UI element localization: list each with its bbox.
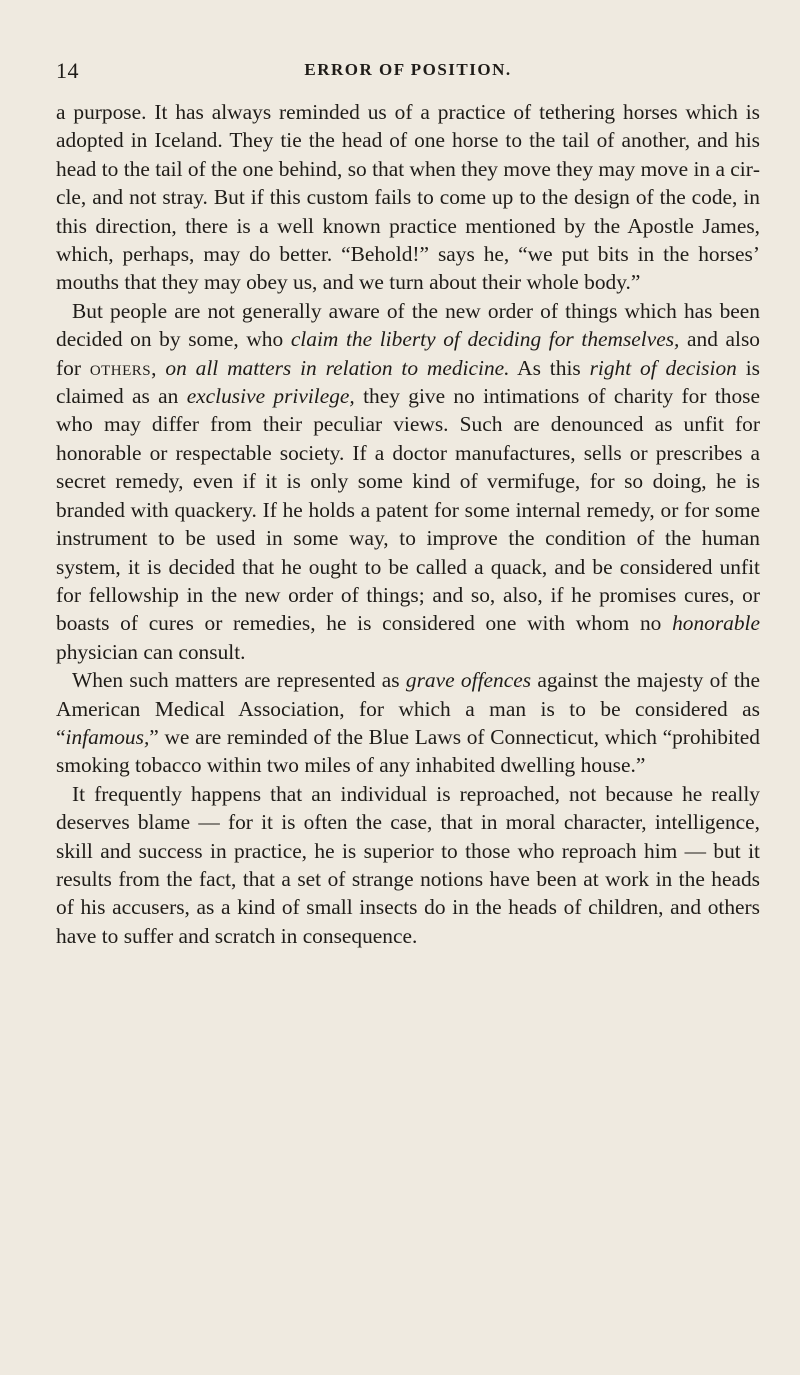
paragraph (56, 98, 760, 297)
italic-text: infamous, (65, 724, 150, 749)
body-text (56, 98, 760, 950)
italic-text: right of decision (589, 355, 737, 380)
text-run: against the majesty of the American Medical Association, for which a man is to be considered as “ (56, 668, 760, 749)
italic-text: exclusive privilege, (186, 384, 355, 409)
text-run: they give no intimations of charity for those who may differ from their peculiar views. Such are denounced as unfit for honorable or respectable society. If a doctor manufactures, sells or prescribes a secret remedy, even if it is only some kind of vermifuge, for so doing, he is branded with quackery. If he holds a patent for some internal remedy, or for some instrument to be used in some way, to improve the condition of the human system, it is decided that he ought to be called a quack, and be considered unfit for fellowship in the new order of things; and so, also, if he promises cures, or boasts of cures or remedies, he is considered one with whom no (56, 384, 760, 636)
text-run: a purpose. It has always reminded us of a practice of tethering horses which is adopted in Iceland. They tie the head of one horse to the tail of another, and his head to the tail of the one behind, so that when they move they may move in a circle, and not stray. But if this custom fails to come up to the design of the code, in this direction, there is a well known practice mentioned by the Apostle James, which, perhaps, may do better. “Behold!” says he, “we put bits in the horses’ mouths that they may obey us, and we turn about their whole body.” (56, 100, 760, 295)
text-run: physician can consult. (56, 639, 246, 664)
page-number: 14 (56, 58, 79, 83)
italic-text: claim the liberty of deciding for themselves, (290, 327, 680, 352)
text-run: As this (509, 355, 590, 380)
text-run: , (151, 355, 166, 380)
text-run: But people are not generally aware of the new order of things which has been decided on by some, who (56, 298, 760, 352)
running-header (56, 58, 760, 88)
small-caps-text: others (89, 355, 152, 380)
italic-text: grave offences (405, 668, 532, 693)
running-title: ERROR OF POSITION. (304, 60, 512, 79)
text-run: ” we are reminded of the Blue Laws of Connecticut, which “prohibited smoking tobacco within two miles of any inhabited dwelling house.” (56, 724, 760, 778)
text-run: When such matters are represented as (72, 668, 406, 693)
paragraph (56, 780, 760, 950)
text-run: It frequently happens that an individual is reproached, not because he really deserves blame — for it is often the case, that in moral character, intelligence, skill and success in practice, he is superior to those who reproach him — but it results from the fact, that a set of strange notions have been at work in the heads of his accusers, as a kind of small insects do in the heads of children, and others have to suffer and scratch in consequence. (56, 781, 760, 948)
paragraph (56, 666, 760, 780)
text-run: is claimed as an (56, 355, 760, 409)
italic-text: honorable (672, 611, 760, 636)
text-run: and also for (56, 327, 760, 380)
italic-text: on all matters in relation to medicine. (165, 355, 510, 380)
paragraph (56, 297, 760, 666)
